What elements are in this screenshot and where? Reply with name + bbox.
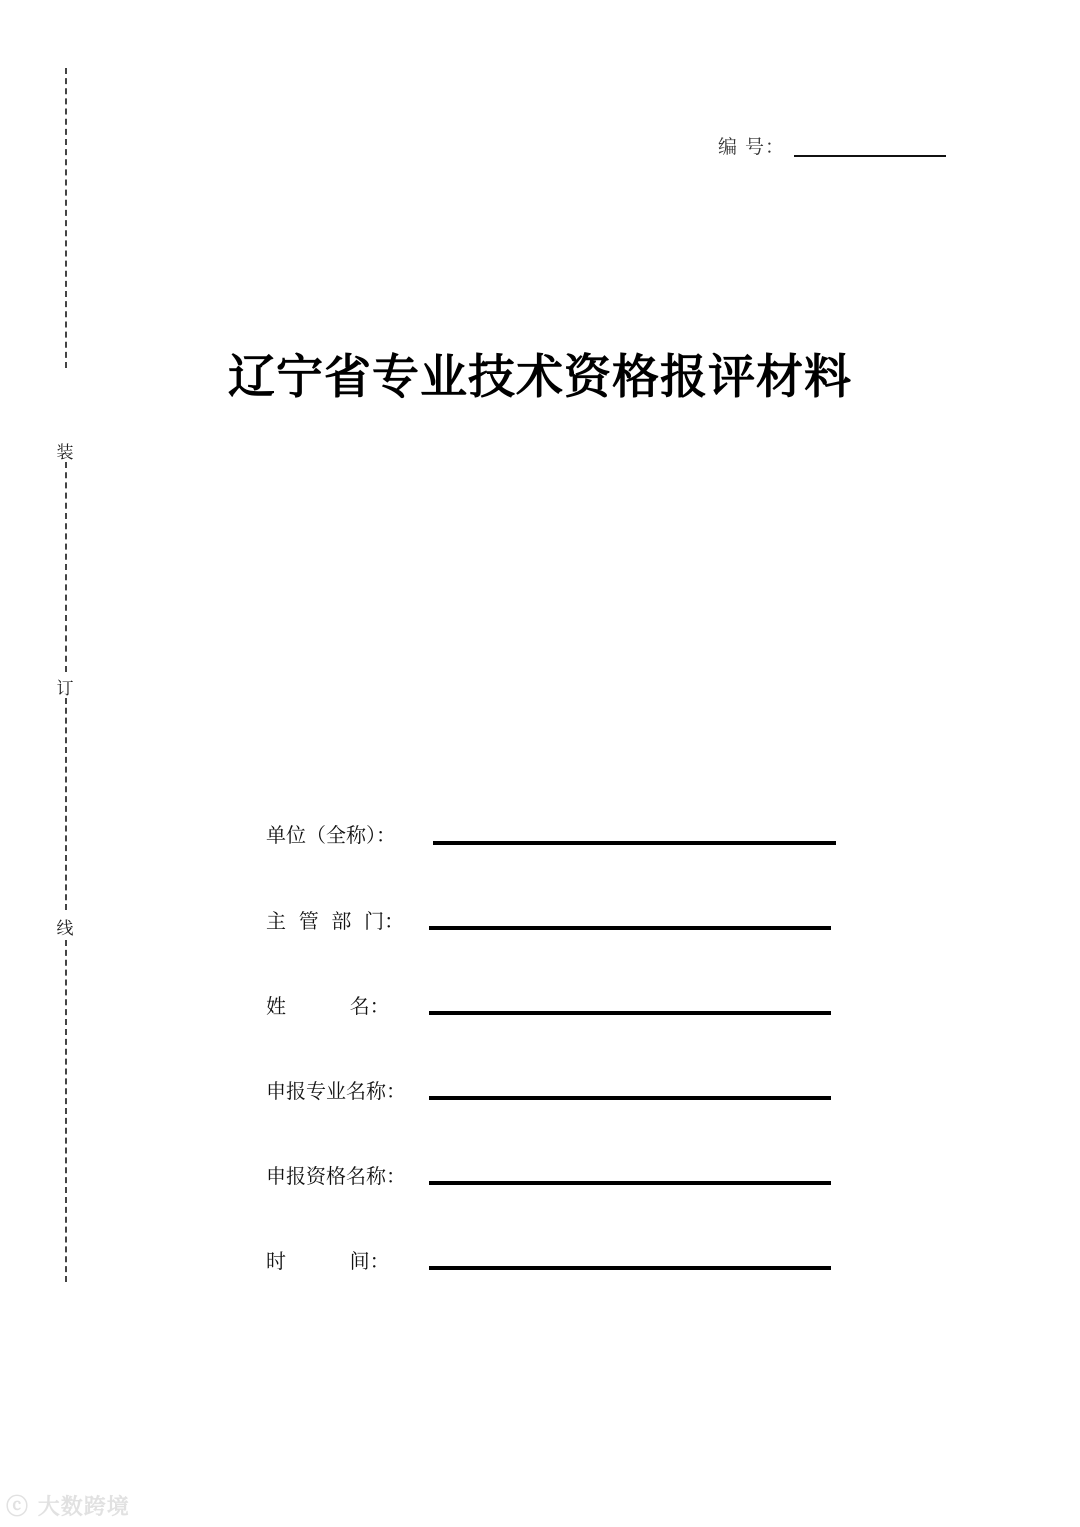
field-line-qualification[interactable]	[429, 1181, 831, 1185]
serial-number-field[interactable]	[794, 155, 946, 157]
field-label-unit: 单位（全称）：	[266, 823, 396, 847]
field-line-name[interactable]	[429, 1011, 831, 1015]
field-line-specialty[interactable]	[429, 1096, 831, 1100]
field-line-department[interactable]	[429, 926, 831, 930]
field-label-department: 主 管 部 门：	[266, 909, 405, 933]
binding-dashed-line	[65, 462, 67, 672]
watermark	[6, 1490, 130, 1521]
field-line-time[interactable]	[429, 1266, 831, 1270]
field-line-unit[interactable]	[433, 841, 836, 845]
watermark-text: 大数跨境	[37, 1495, 130, 1520]
field-label-qualification: 申报资格名称：	[266, 1164, 406, 1188]
binding-char-xian: 线	[56, 919, 74, 939]
field-label-specialty: 申报专业名称：	[266, 1079, 406, 1103]
document-title: 辽宁省专业技术资格报评材料	[228, 350, 852, 405]
binding-dashed-line	[65, 940, 67, 1282]
binding-dashed-line	[65, 68, 67, 368]
field-label-name: 姓 名：	[266, 994, 390, 1018]
binding-char-ding: 订	[56, 679, 74, 699]
watermark-logo-icon: ⓒ	[6, 1495, 30, 1520]
binding-dashed-line	[65, 698, 67, 910]
serial-number-label: 编 号：	[718, 136, 786, 158]
field-label-time: 时 间：	[266, 1249, 390, 1273]
binding-char-zhuang: 装	[56, 443, 74, 463]
